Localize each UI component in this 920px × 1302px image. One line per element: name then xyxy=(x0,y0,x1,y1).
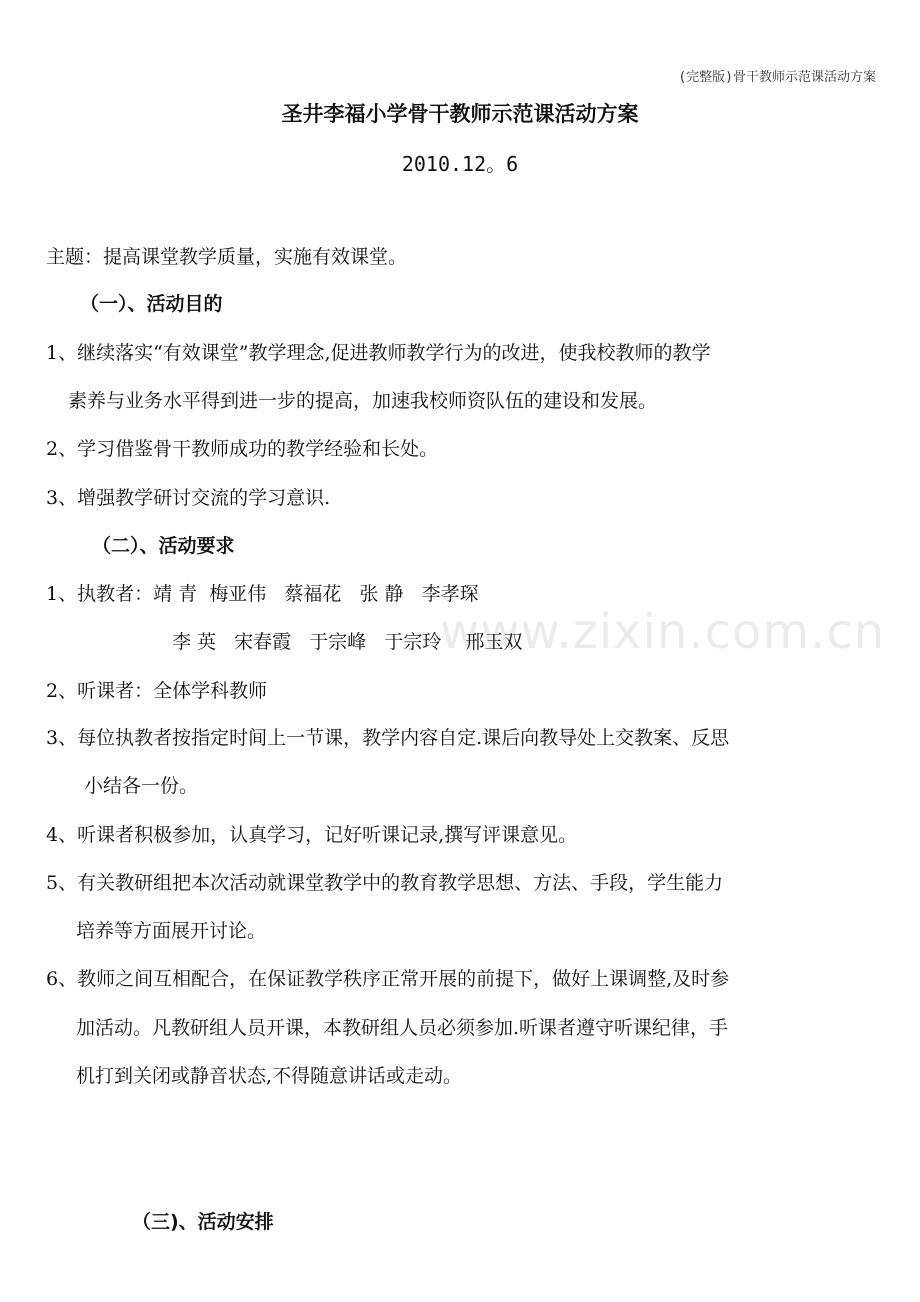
section2-line: 培养等方面展开讨论。 xyxy=(76,920,267,942)
section2-line: 机打到关闭或静音状态,不得随意讲话或走动。 xyxy=(76,1065,463,1087)
section1-item: 2、学习借鉴骨干教师成功的教学经验和长处。 xyxy=(46,438,439,460)
section2-line: 加活动。凡教研组人员开课，本教研组人员必须参加.听课者遵守听课纪律，手 xyxy=(76,1017,729,1039)
document-date: 2010.12。6 xyxy=(401,152,519,176)
section2-line: 3、每位执教者按指定时间上一节课，教学内容自定.课后向教导处上交教案、反思 xyxy=(46,727,730,749)
section1-item: 素养与业务水平得到进一步的提高，加速我校师资队伍的建设和发展。 xyxy=(68,390,658,412)
watermark: www.zixin.com.cn xyxy=(440,604,886,660)
theme-line: 主题：提高课堂教学质量，实施有效课堂。 xyxy=(46,246,408,268)
header-note: (完整版)骨干教师示范课活动方案 xyxy=(678,70,876,85)
section2-heading: （二）、活动要求 xyxy=(92,535,235,557)
section2-line: 李 英 宋春霞 于宗峰 于宗玲 邢玉双 xyxy=(172,631,523,653)
section2-line: 6、教师之间互相配合，在保证教学秩序正常开展的前提下，做好上课调整,及时参 xyxy=(46,968,730,990)
section1-heading: （一）、活动目的 xyxy=(80,293,223,315)
section2-line: 5、有关教研组把本次活动就课堂教学中的教育教学思想、方法、手段，学生能力 xyxy=(46,872,724,894)
section1-item: 1、继续落实“有效课堂”教学理念,促进教师教学行为的改进，使我校教师的教学 xyxy=(46,342,711,364)
section2-line: 2、听课者：全体学科教师 xyxy=(46,680,268,702)
section2-line: 4、听课者积极参加，认真学习，记好听课记录,撰写评课意见。 xyxy=(46,824,578,846)
document-title: 圣井李福小学骨干教师示范课活动方案 xyxy=(281,102,639,126)
section2-line: 1、执教者：靖 青 梅亚伟 蔡福花 张 静 李孝琛 xyxy=(46,583,479,605)
section3-heading: （三)、活动安排 xyxy=(132,1211,274,1233)
section2-line: 小结各一份。 xyxy=(84,775,199,797)
section1-item: 3、增强教学研讨交流的学习意识. xyxy=(46,487,331,509)
